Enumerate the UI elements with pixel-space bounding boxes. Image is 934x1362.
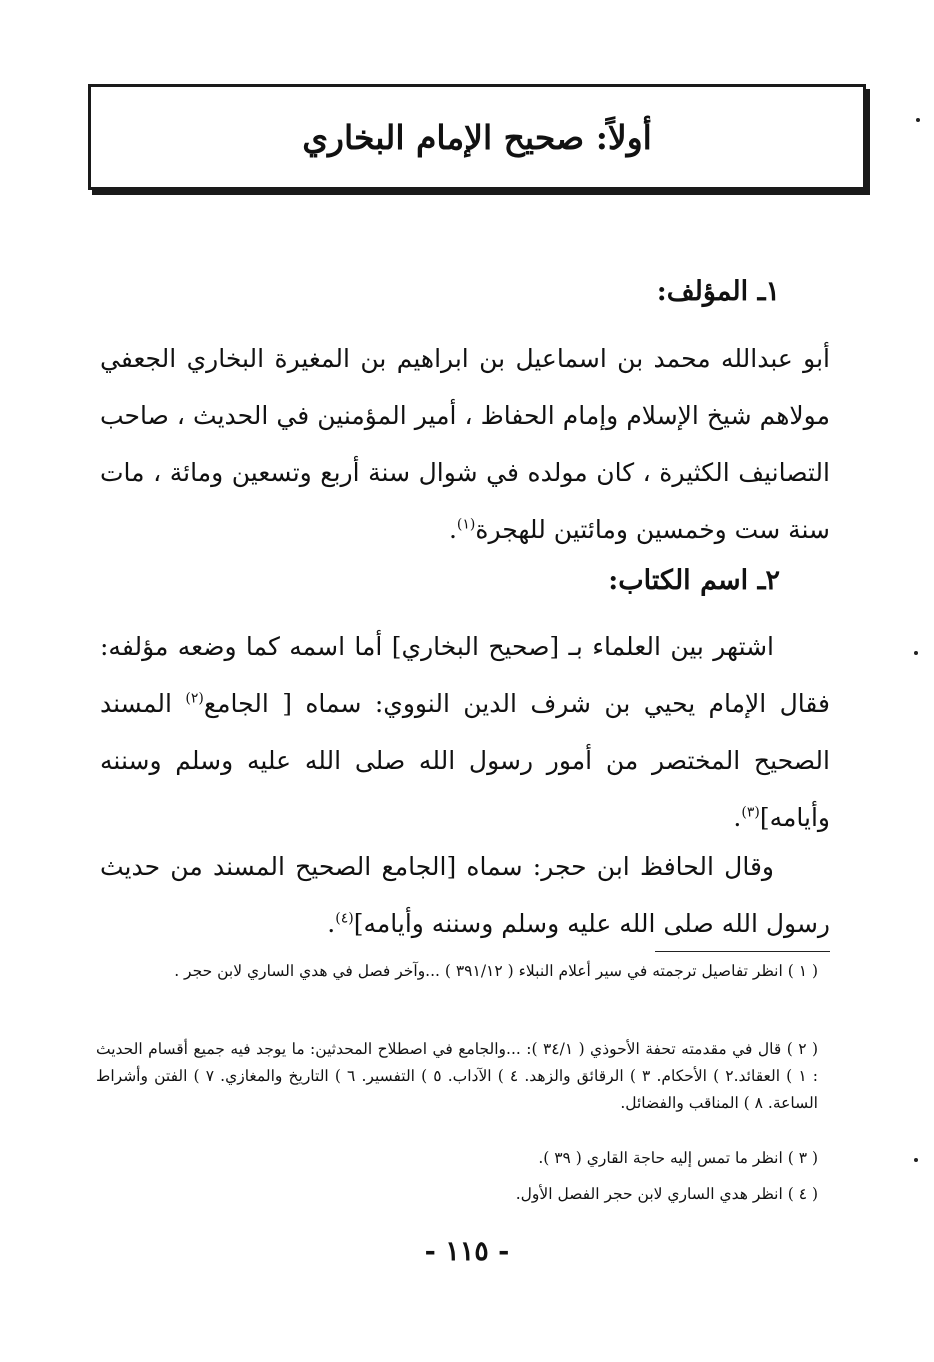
- footnote-ref-4: (٤): [335, 910, 354, 927]
- footnote-ref-3: (٣): [741, 804, 760, 821]
- margin-dot: [914, 1158, 918, 1162]
- ibn-hajar-text: وقال الحافظ ابن حجر: سماه [الجامع الصحيح المسند من حديث رسول الله صلى الله عليه وسلم وسننه وأيامه]: [100, 852, 830, 938]
- ibn-hajar-text-end: .: [327, 909, 336, 938]
- page-number: - ١١٥ -: [424, 1236, 510, 1267]
- author-text-end: .: [448, 515, 457, 544]
- section-heading-author: ١ـ المؤلف:: [656, 276, 780, 307]
- footnote-ref-2: (٢): [185, 690, 204, 707]
- book-name-text-end: .: [733, 803, 742, 832]
- ibn-hajar-paragraph: [100, 838, 830, 952]
- book-name-paragraph: [100, 618, 830, 846]
- margin-dot: [914, 651, 918, 655]
- footnote-3: ( ٣ ) انظر ما تمس إليه حاجة القاري ( ٣٩ ).: [538, 1149, 818, 1167]
- title-box: [88, 84, 866, 190]
- book-name-text-a: اشتهر بين العلماء بـ [صحيح البخاري] أما اسمه كما وضعه مؤلفه: فقال الإمام يحيي بن شرف الدين النووي: سماه [ الجامع: [100, 632, 830, 718]
- footnote-2: ( ٢ ) قال في مقدمته تحفة الأحوذي ( ٣٤/١ ): ...والجامع في اصطلاح المحدثين: ما يوجد فيه جميع أقسام الحديث : ١ ) العقائد.٢ ) الأحكام. ٣ ) الرقائق والزهد. ٤ ) الآداب. ٥ ) التفسير. ٦ ) التاريخ والمغازي. ٧ ) الفتن وأشراط الساعة. ٨ ) المناقب والفضائل.: [96, 1040, 819, 1112]
- footnote-4: ( ٤ ) انظر هدي الساري لابن حجر الفصل الأول.: [515, 1185, 818, 1203]
- page-title: أولاً: صحيح الإمام البخاري: [302, 117, 652, 157]
- book-name-text-b: المسند الصحيح المختصر من أمور رسول الله صلى الله عليه وسلم وسننه وأيامه]: [100, 689, 830, 832]
- margin-dot: [916, 118, 920, 122]
- footnote-ref-1: (١): [456, 516, 476, 533]
- section-heading-book-name: ٢ـ اسم الكتاب:: [608, 565, 780, 596]
- author-text: أبو عبدالله محمد بن اسماعيل بن ابراهيم بن المغيرة البخاري الجعفي مولاهم شيخ الإسلام وإمام الحفاظ ، أمير المؤمنين في الحديث ، صاحب التصانيف الكثيرة ، كان مولده في شوال سنة أربع وتسعين ومائة ، مات سنة ست وخمسين ومائتين للهجرة: [100, 344, 830, 544]
- footnote-separator: [655, 951, 830, 952]
- footnote-1: ( ١ ) انظر تفاصيل ترجمته في سير أعلام النبلاء ( ٣٩١/١٢ ) ...وآخر فصل في هدي الساري لابن حجر .: [174, 962, 818, 980]
- author-paragraph: [100, 330, 830, 558]
